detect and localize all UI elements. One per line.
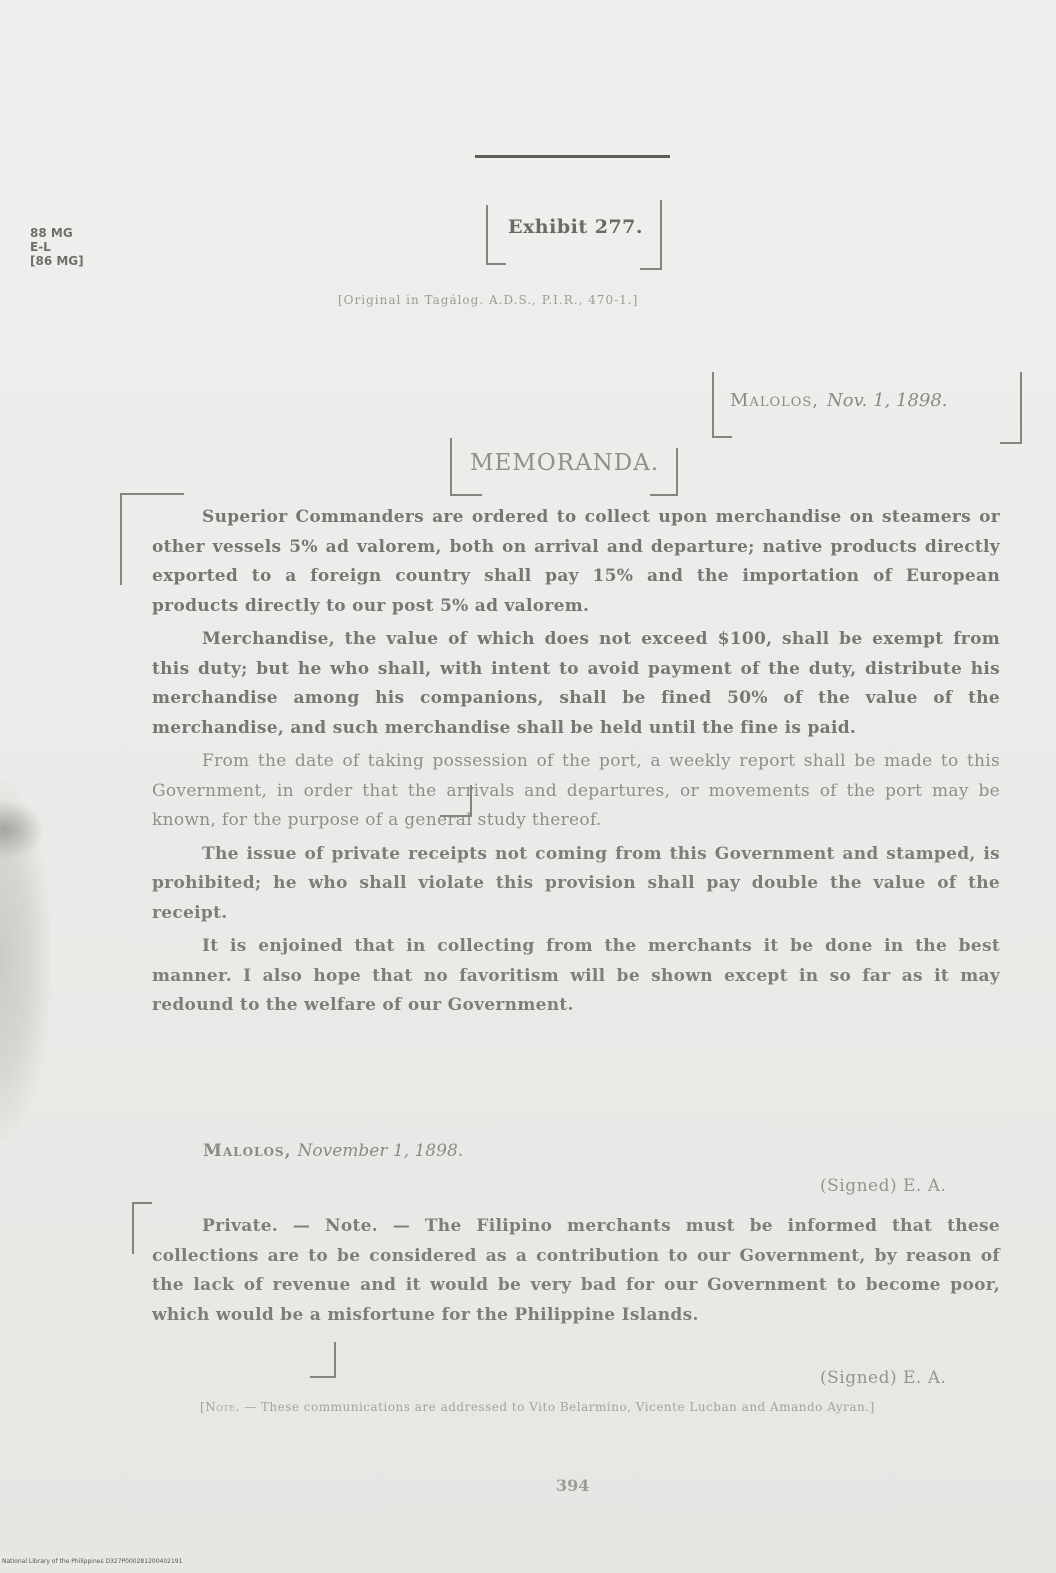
page-number: 394 [556,1476,590,1495]
private-note-text: Private. — Note. — The Filipino merchants must be informed that these collections are to be considered as a contribution to our Government, by reason of the lack of revenue and it would be very bad for our Government to become poor, which would be a misfortune for the Philippine Islands. [152,1216,1000,1325]
closing-place-line [203,1141,463,1161]
margin-code-line: E-L [30,240,51,254]
dateline [730,390,948,411]
memo-paragraph: From the date of taking possession of the port, a weekly report shall be made to this Government, in order that the arrivals and departures, or movements of the port may be known, for the purpose of a general study thereof. [152,751,1000,830]
original-source-note: [Original in Tagálog. A.D.S., P.I.R., 470-1.] [338,293,639,307]
scan-thumb-mark [0,800,45,860]
exhibit-bracket-right [640,200,662,270]
memoranda-title: MEMORANDA. [470,450,660,476]
dateline-place: Malolos, [730,390,820,411]
exhibit-bracket-left [486,205,506,265]
dateline-bracket-left [712,372,732,438]
exhibit-heading: Exhibit 277. [508,216,644,238]
margin-code [30,226,84,268]
signature-first: (Signed) E. A. [820,1176,947,1196]
dateline-bracket-right [1000,372,1022,444]
memo-paragraph: It is enjoined that in collecting from the merchants it be done in the best manner. I also hope that no favoritism will be shown except in so far as it may redound to the welfare of our Government. [152,936,1000,1015]
top-rule [475,155,670,158]
archive-identifier: National Library of the Philippines D327P000281200402191 [2,1558,183,1565]
footnote: [Note. — These communications are addressed to Vito Belarmino, Vicente Lucban and Amando Ayran.] [200,1400,875,1414]
closing-date: November 1, 1898. [297,1141,464,1161]
memo-paragraph: Merchandise, the value of which does not exceed $100, shall be exempt from this duty; but he who shall, with intent to avoid payment of the duty, distribute his merchandise among his companions, shall be fined 50% of the value of the merchandise, and such merchandise shall be held until the fine is paid. [152,629,1000,738]
margin-code-line: 88 MG [30,226,73,240]
closing-place: Malolos, [203,1141,292,1161]
dateline-date: Nov. 1, 1898. [827,390,948,411]
note-bracket-left [132,1202,152,1254]
memo-paragraph: The issue of private receipts not coming from this Government and stamped, is prohibited; he who shall violate this provision shall pay double the value of the receipt. [152,843,1000,923]
footnote-label: Note. [205,1400,240,1414]
margin-code-line: [86 MG] [30,254,84,268]
private-note [152,1212,1000,1334]
signature-second: (Signed) E. A. [820,1368,947,1388]
footnote-text: — These communications are addressed to Vito Belarmino, Vicente Lucban and Amando Ayran.] [244,1400,875,1414]
paid-bracket [440,785,472,817]
note-bracket-right [310,1342,336,1378]
memoranda-body [152,503,1000,1025]
memo-paragraph: Superior Commanders are ordered to collect upon merchandise on steamers or other vessels 5% ad valorem, both on arrival and departure; native products directly exported to a foreign country shall pay 15% and the importation of European products directly to our post 5% ad valorem. [152,507,1000,616]
